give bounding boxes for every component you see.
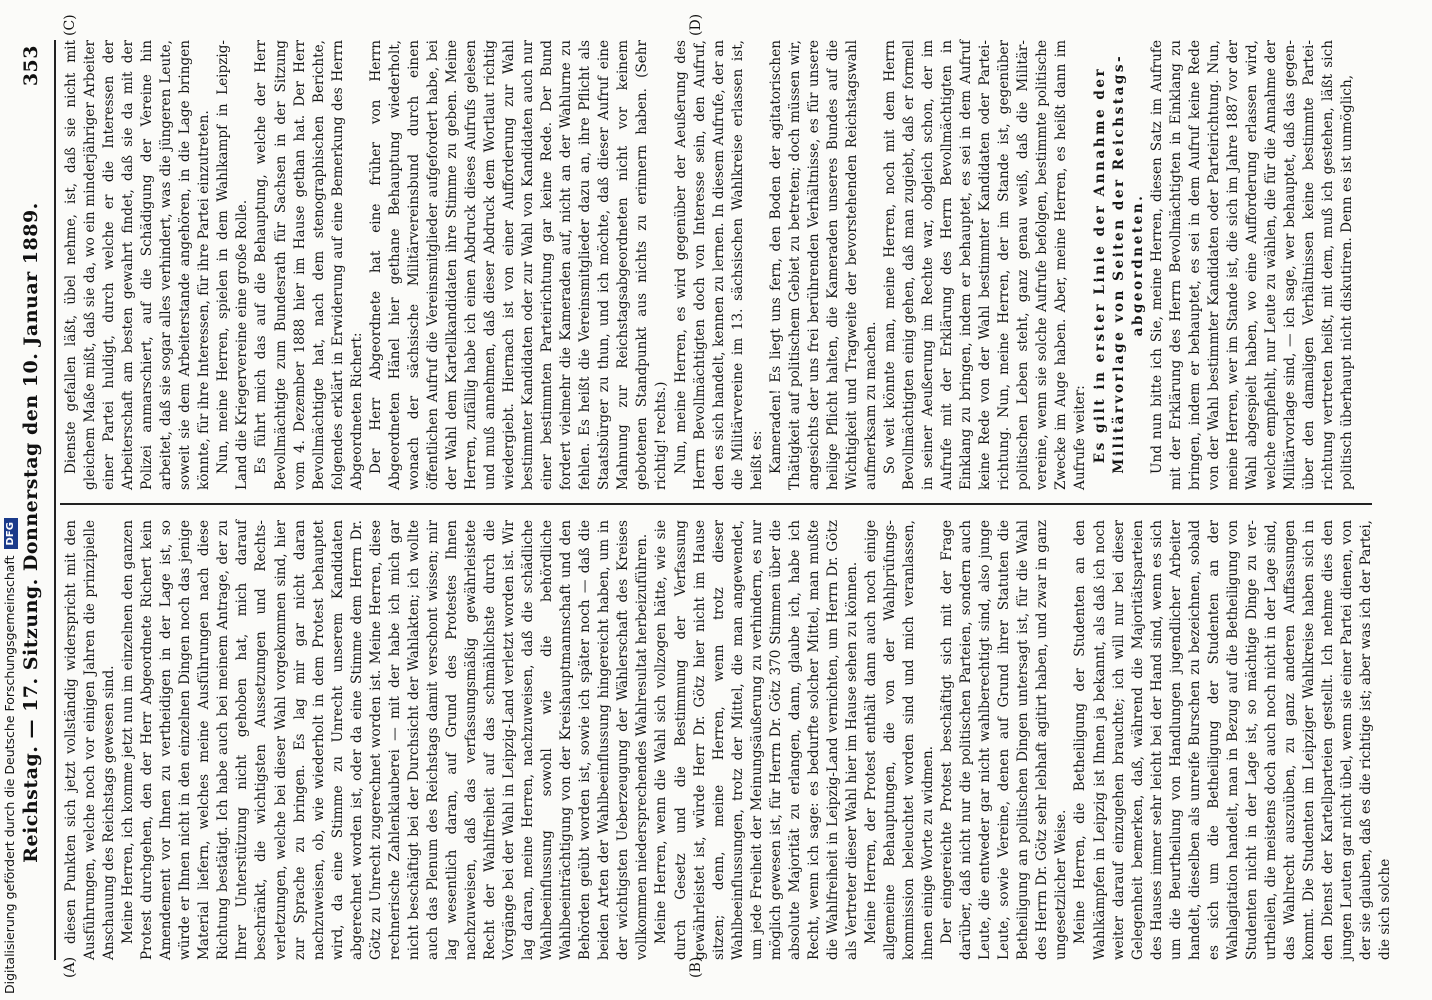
right-paragraph-8: Es gilt in erster Linie der Annahme der Militärvorlage von Seiten der Reichstagsabgeordneten. xyxy=(1091,56,1146,474)
margin-marker-c: (C) xyxy=(62,14,78,36)
right-paragraph-3: Es führt mich das auf die Behauptung, welche der Herr Bevollmächtigte zum Bundesrath für Sachsen in der Sitzung vom 4. Dezember 1888 hier im Hause gethan hat. Der Herr Bevollmächtigte hat, nach dem stenographischen Berichte, folgendes erklärt in Erwiderung auf eine Bemerkung des Herrn Abgeordneten Richert: xyxy=(253,40,365,490)
dfg-logo: DFG xyxy=(4,518,18,549)
column-separator xyxy=(60,503,1372,505)
right-text-column xyxy=(62,40,1370,490)
credit-text: Digitalisierung gefördert durch die Deutsche Forschungsgemeinschaft xyxy=(2,555,17,994)
margin-marker-d: (D) xyxy=(688,13,704,36)
right-paragraph-7: So weit könnte man, meine Herren, noch mit dem Herrn Bevollmächtigten einig gehen, daß man zugiebt, daß er formell in seiner Aeußerung im Rechte war, obgleich schon, der im Aufrufe mit der Erklärung des Herrn Bevollmächtigten in Einklang zu bringen, indem er behauptet, es sei in dem Aufruf keine Rede von der Wahl bestimmter Kandidaten oder Parteirichtung. Nun, meine Herren, der im Stande ist, gegenüber politischen Leben steht, ganz genau weiß, daß die Militärvereine, wenn sie solche Aufrufe befolgen, bestimmte politische Zwecke im Auge haben. Aber, meine Herren, es heißt dann im Aufrufe weiter: xyxy=(882,40,1089,490)
header-rule xyxy=(54,40,56,960)
right-paragraph-5: Nun, meine Herren, es wird gegenüber der Aeußerung des Herrn Bevollmächtigten doch von Interesse sein, den Aufruf, den es sich handelt, kennen zu lernen. In diesem Aufrufe, der an die Militärvereine im 13. sächsischen Wahlkreise erlassen ist, heißt es: xyxy=(672,40,765,490)
margin-marker-a: (A) xyxy=(62,956,78,978)
left-text-column xyxy=(62,520,1394,960)
right-paragraph-1: Dienste gefallen läßt, übel nehme, ist, daß sie nicht mit gleichem Maße mißt, daß sie da, wo ein minderjähriger Arbeiter einer Partei huldigt, durch welche er die Interessen der Arbeiterschaft am besten gewahrt findet, daß sie da mit der Polizei anmarschiert, auf die Schädigung der Vereine hin arbeitet, daß sie sogar alles verhindert, was die jüngeren Leute, soweit sie dem Arbeiterstande angehören, in die Lage bringen könnte, für ihre Interessen, für ihre Partei einzutreten. xyxy=(63,40,213,490)
left-paragraph-1: diesen Punkten sich jetzt vollständig widerspricht mit den Ausführungen, welche noch vor einigen Jahren die prinzipielle Anschauung des Reichstags gewesen sind. xyxy=(63,520,118,960)
digitization-credit-strip xyxy=(0,0,20,1000)
margin-marker-b: (B) xyxy=(688,956,704,978)
left-paragraph-2: Meine Herren, ich komme jetzt nun im einzelnen den ganzen Protest durchgehen, den der Herr Abgeordnete Richert kein Amendement vor Ihnen zu vertheidigen in der Lage ist, so würde er Ihnen nicht in den einzelnen Dingen noch das jenige Material liefern, welches meine Ausführungen nach diese Richtung bestätigt. Ich habe auch bei meinem Antrage, der zu Ihrer Unterstützung nicht gehoben hat, mich darauf beschränkt, die wichtigsten Aussetzungen und Rechtsverletzungen, welche bei dieser Wahl vorgekommen sind, hier zur Sprache zu bringen. Es lag mir gar nicht daran nachzuweisen, ob, wie wiederholt in dem Protest behauptet wird, da eine Stimme zu Unrecht unserem Kandidaten abgerechnet worden ist, oder da eine Stimme dem Herrn Dr. Götz zu Unrecht zugerechnet worden ist. Meine Herren, diese rechnerische Zahlenklauberei — mit der habe ich mich gar nicht beschäftigt bei der Durchsicht der Wahlakten; ich wollte auch das Plenum des Reichstags damit verschont wissen; mir lag wesentlich daran, auf Grund des Protestes Ihnen nachzuweisen, daß das verfassungsmäßig gewährleistete Recht der Wahlfreiheit auf das schmählichste durch die Vorgänge bei der Wahl in Leipzig-Land verletzt worden ist. Wir lag daran, meine Herren, nachzuweisen, daß die schädliche Wahlbeeinflussung sowohl wie die behördliche Wahlbeeinträchtigung von der Kreishauptmannschaft und den Behörden geübt worden ist, sowie ich später noch — daß die beiden Arten der Wahlbeeinflussung hingereicht haben, um in der wichtigsten Ueberzeugung der Wählerschaft des Kreises vollkommen niedersprechendes Wahlresultat herbeizuführen. xyxy=(120,520,651,960)
left-paragraph-3: Meine Herren, wenn die Wahl sich vollzogen hätte, wie sie durch Gesetz und die Bestimmung der Verfassung gewährleistet ist, würde Herr Dr. Götz hier nicht im Hause sitzen; denn, meine Herren, wenn trotz dieser Wahlbeeinflussungen, trotz der Mittel, die man angewendet, um jede Freiheit der Meinungsäußerung zu verhindern, es nur möglich gewesen ist, für Herrn Dr. Götz 370 Stimmen über die absolute Majorität zu erlangen, dann, glaube ich, habe ich Recht, wenn ich sage: es bedurfte solcher Mittel, man mußte die Wahlfreiheit in Leipzig-Land vernichten, um Herrn Dr. Götz als Vertreter dieser Wahl hier im Hause sehen zu können. xyxy=(653,520,860,960)
right-paragraph-6: Kameraden! Es liegt uns fern, den Boden der agitatorischen Thätigkeit auf politischem Gebiet zu betreten; doch müssen wir, angesichts der uns frei berührenden Verhältnisse, es für unsere heilige Pflicht halten, die Kameraden unseres Bundes auf die Wichtigkeit und Tragweite der bevorstehenden Reichstagswahl aufmerksam zu machen. xyxy=(767,40,879,490)
left-paragraph-4: Meine Herren, der Protest enthält dann auch noch einige allgemeine Behauptungen, die von der Wahlprüfungskommission beleuchtet worden sind und mich veranlassen, ihnen einige Worte zu widmen. xyxy=(862,520,937,960)
right-paragraph-4: Der Herr Abgeordnete hat eine früher von Herrn Abgeordneten Hänel hier gethane Behauptung wiederholt, wonach der sächsische Militärvereinsbund durch einen öffentlichen Aufruf die Vereinsmitglieder aufgefordert habe, bei der Wahl dem Kartellkandidaten ihre Stimme zu geben. Meine Herren, zufällig habe ich einen Abdruck dieses Aufrufs gelesen und muß annehmen, daß dieser Abdruck dem Wortlaut richtig wiedergiebt. Hiernach ist von einer Aufforderung zur Wahl bestimmter Kandidaten oder zur Wahl von Kandidaten auch nur einer bestimmten Parteirichtung gar keine Rede. Der Bund fordert vielmehr die Kameraden auf, nicht an der Wahlurne zu fehlen. Es heißt die Vereinsmitglieder dazu an, ihre Pflicht als Staatsbürger zu thun, und ich möchte, daß dieser Aufruf eine Mahnung zur Reichstagsabgeordneten nicht vor keinem gebotenen Standpunkt aus nichts zu erinnern haben. (Sehr richtig! rechts.) xyxy=(367,40,670,490)
right-paragraph-2: Nun, meine Herren, spielen in dem Wahlkampf in Leipzig-Land die Kriegervereine eine große Rolle. xyxy=(215,40,251,490)
page-number: 353 xyxy=(20,45,42,87)
credit-text-rotated xyxy=(0,0,20,1000)
right-paragraph-9: Und nun bitte ich Sie, meine Herren, diesen Satz im Aufrufe mit der Erklärung des Herrn Bevollmächtigten in Einklang zu bringen, indem er behauptet, es sei in dem Aufruf keine Rede von der Wahl bestimmter Kandidaten oder Parteirichtung. Nun, meine Herren, wer im Stande ist, die sich im Jahre 1887 vor der Wahl abgespielt haben, wo eine Aufforderung erlassen wird, welche empfiehlt, nur Leute zu wählen, die für die Annahme der Militärvorlage sind, — ich sage, wer behauptet, daß das gegenüber den damaligen Verhältnissen keine bestimmte Parteirichtung vertreten heißt, mit dem, muß ich gestehen, läßt sich politisch überhaupt nicht diskutiren. Denn es ist unmöglich, xyxy=(1148,40,1356,490)
header-title: Reichstag. — 17. Sitzung. Donnerstag den 10. Januar 1889. xyxy=(20,202,42,863)
left-paragraph-6: Meine Herren, die Betheiligung der Studenten an den Wahlkämpfen in Leipzig ist Ihnen ja bekannt, als daß ich noch weiter darauf einzugehen brauchte; ich will nur bei dieser Gelegenheit bemerken, daß, während die Majoritätsparteien des Hauses immer sehr leicht bei der Hand sind, wenn es sich um die Beurtheilung von Handlungen jugendlicher Arbeiter handelt, dieselben als unreife Burschen zu bezeichnen, sobald es sich um die Betheiligung der Studenten an der Wahlagitation handelt, man in Bezug auf die Betheiligung von Studenten nicht in der Lage ist, so mächtige Dinge zu verurtheilen, die meistens doch auch noch nicht in der Lage sind, das Wahlrecht auszuüben, zu ganz anderen Auffassungen kommt. Die Studenten im Leipziger Wahlkreise haben sich in den Dienst der Kartellparteien gestellt. Ich nehme dies den jungen Leuten gar nicht übel, wenn sie einer Partei dienen, von der sie glauben, daß es die richtige ist; aber was ich der Partei, die sich solche xyxy=(1072,520,1394,960)
left-paragraph-5: Der eingereichte Protest beschäftigt sich mit der Frage darüber, daß nicht nur die politischen Parteien, sondern auch Leute, die entweder gar nicht wahlberechtigt sind, also junge Leute, sowie Vereine, denen auf Grund ihrer Statuten die Betheiligung an politischen Dingen untersagt ist, für die Wahl des Herrn Dr. Götz sehr lebhaft agitirt haben, und zwar in ganz ungesetzlicher Weise. xyxy=(939,520,1070,960)
